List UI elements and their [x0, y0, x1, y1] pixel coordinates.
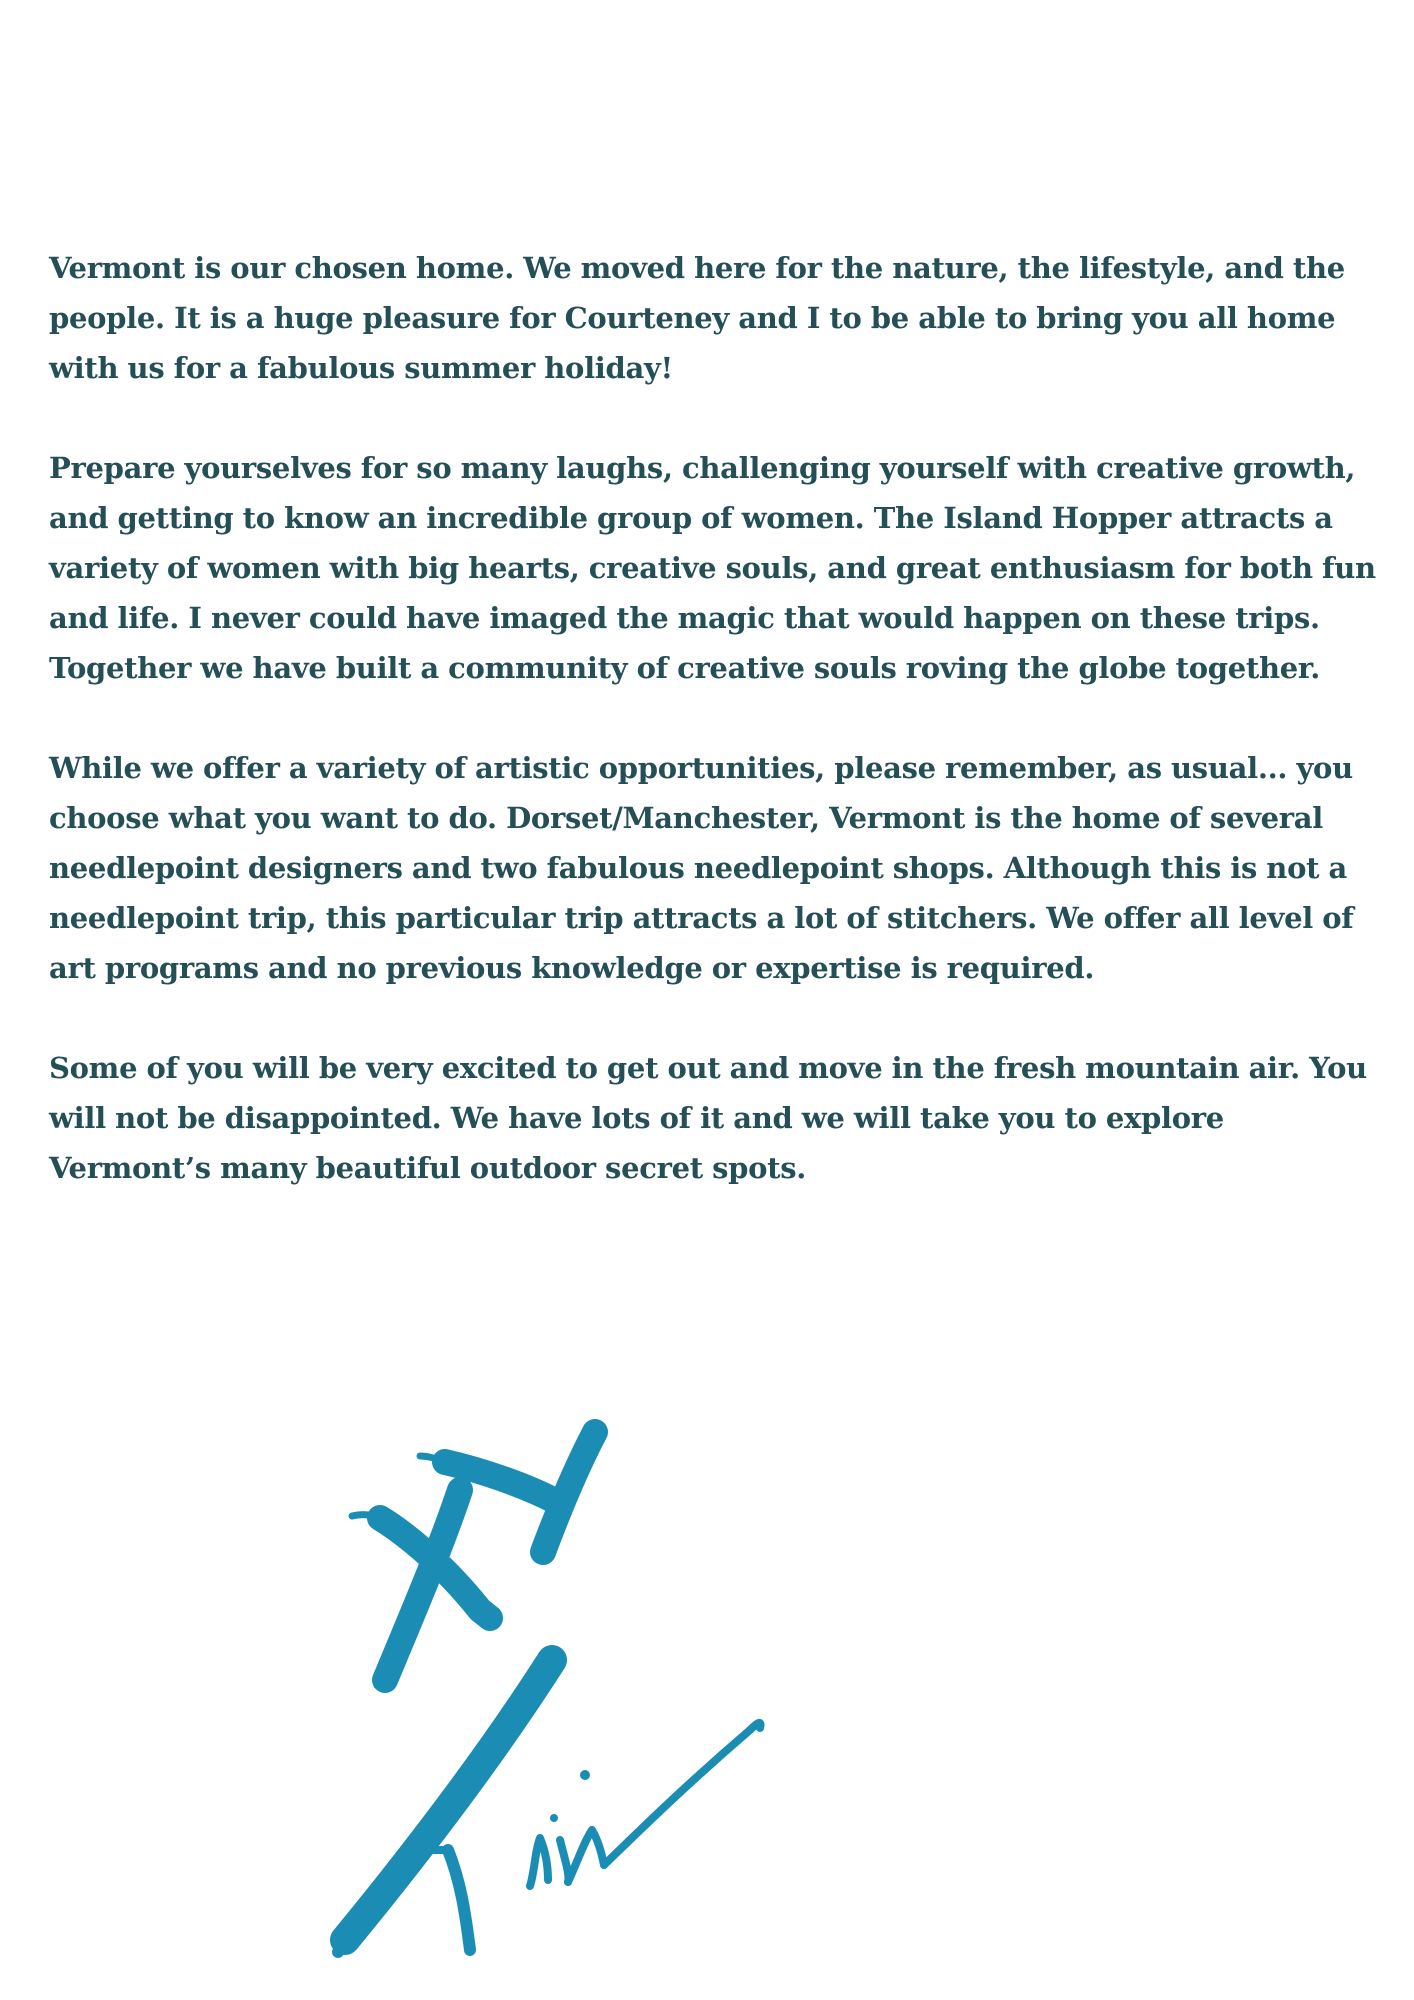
paragraph-outdoors: Some of you will be very excited to get out and move in the fresh mountain air. You will not be disappointed. We have lots of it and we will take you to explore Vermont’s many beautiful outdoor secret spots. [49, 1051, 1367, 1185]
letter-n [568, 1830, 604, 1882]
letter-t-crossbar [345, 1660, 552, 1940]
letter-body [49, 243, 1379, 1193]
letter-r [530, 1838, 548, 1886]
kiss-x-2-tail [420, 1456, 445, 1462]
letter-i-dot-2 [580, 1770, 590, 1780]
signature-strokes [338, 1432, 761, 1952]
paragraph-art-programs: While we offer a variety of artistic opportunities, please remember, as usual... you choose what you want to do. Dorset/Manchester, Vermont is the home of several needlepoint designers and two fabulous needlepoint shops. Although this is not a needlepoint trip, this particular trip attracts a lot of stitchers. We offer all level of art programs and no previous knowledge or expertise is required. [49, 751, 1354, 985]
paragraph-community: Prepare yourselves for so many laughs, challenging yourself with creative growth, and getting to know an incredible group of women. The Island Hopper attracts a variety of women with big hearts, creative souls, and great enthusiasm for both fun and life. I never could have imaged the magic that would happen on these trips. Together we have built a community of creative souls roving the globe together. [49, 451, 1376, 685]
kiss-x-1-tail [352, 1515, 380, 1518]
letter-t-stem [448, 1850, 470, 1950]
letter-t-point [338, 1940, 345, 1952]
letter-i-dot-1 [550, 1814, 558, 1822]
letter-i-2-flourish [604, 1723, 761, 1865]
handwritten-signature [330, 1410, 770, 1970]
paragraph-intro: Vermont is our chosen home. We moved here for the nature, the lifestyle, and the people. It is a huge pleasure for Courteney and I to be able to bring you all home with us for a fabulous summer holiday! [49, 251, 1345, 385]
